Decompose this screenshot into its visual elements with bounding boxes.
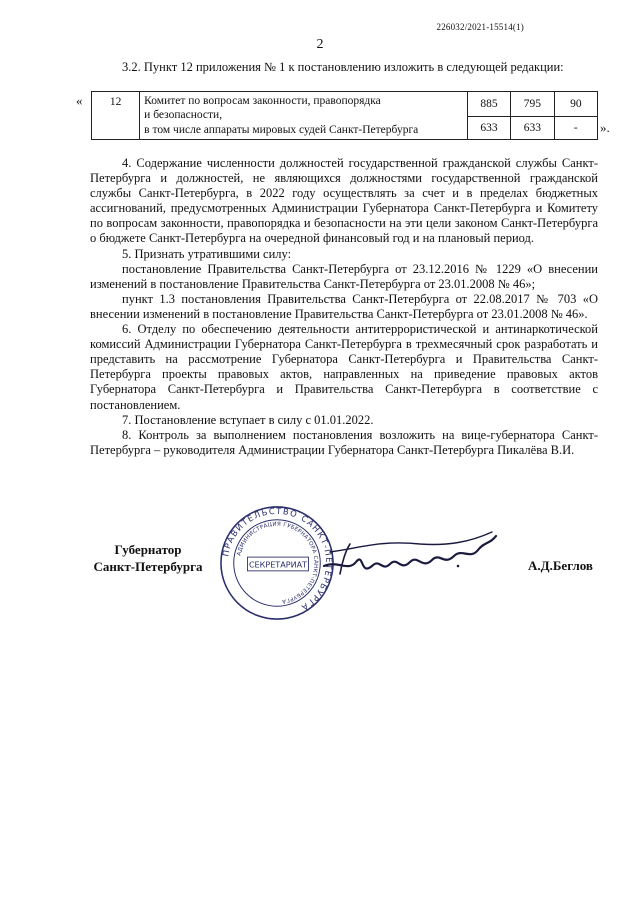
quote-open: « bbox=[76, 93, 83, 108]
table-cell: - bbox=[554, 117, 597, 140]
paragraph: 4. Содержание численности должностей государственной гражданской службы Санкт-Петербурга и должностей, не являющихся должностями государственной гражданской службы Санкт-Петербурга, в 2022 году осуществлять за счет и в пределах бюджетных ассигнований, предусмотренных Администрации Губернатора Санкт-Петербурга и Комитету по вопросам законности, правопорядка и безопасности на эти цели законом Санкт-Петербурга о бюджете Санкт-Петербурга на очередной финансовый год и на плановый период. bbox=[90, 156, 598, 246]
official-stamp bbox=[218, 504, 336, 622]
signatory-title bbox=[90, 541, 206, 575]
paragraph: 8. Контроль за выполнением постановления возложить на вице-губернатора Санкт-Петербурга – руководителя Администрации Губернатора Санкт-Петербурга Пикалёва В.И. bbox=[90, 427, 598, 457]
organization-name-line: и безопасности, bbox=[144, 109, 223, 122]
table-cell: 885 bbox=[467, 92, 510, 117]
paragraph: 5. Признать утратившими силу: bbox=[122, 246, 292, 261]
stamp-outer-text: ПРАВИТЕЛЬСТВО САНКТ-ПЕТЕРБУРГА bbox=[220, 505, 335, 614]
handwritten-signature bbox=[320, 522, 500, 592]
row-number: 12 bbox=[92, 92, 140, 140]
paragraph: пункт 1.3 постановления Правительства Санкт-Петербурга от 22.08.2017 № 703 «О внесении изменений в постановление Правительства Санкт-Петербурга от 23.01.2008 № 46». bbox=[90, 291, 598, 321]
table-cell: 795 bbox=[511, 92, 554, 117]
page-number: 2 bbox=[316, 37, 324, 52]
quote-close: ». bbox=[600, 120, 610, 135]
document-id: 226032/2021-15514(1) bbox=[436, 22, 524, 32]
signatory-title-line: Губернатор bbox=[114, 542, 182, 557]
organization-name-line: Комитет по вопросам законности, правопорядка bbox=[144, 95, 381, 108]
table-cell: 633 bbox=[511, 117, 554, 140]
amendment-intro: 3.2. Пункт 12 приложения № 1 к постановлению изложить в следующей редакции: bbox=[122, 60, 564, 74]
paragraph: постановление Правительства Санкт-Петербурга от 23.12.2016 № 1229 «О внесении изменений в постановление Правительства Санкт-Петербурга от 23.01.2008 № 46»; bbox=[90, 261, 598, 291]
table-cell: 90 bbox=[554, 92, 597, 117]
paragraph: 6. Отделу по обеспечению деятельности антитеррористической и антинаркотической комиссий Администрации Губернатора Санкт-Петербурга в трехмесячный срок разработать и представить на рассмотрение Губернатора Санкт-Петербурга и Правительства Санкт-Петербурга проекты правовых актов, направленных на приведение правовых актов Губернатора Санкт-Петербурга и Правительства Санкт-Петербурга в соответствие с постановлением. bbox=[90, 322, 598, 412]
table-cell: 633 bbox=[467, 117, 510, 140]
stamp-inner-text: АДМИНИСТРАЦИЯ ГУБЕРНАТОРА САНКТ-ПЕТЕРБУРГА bbox=[236, 521, 319, 605]
organization-name bbox=[140, 92, 468, 140]
stamp-center-text: СЕКРЕТАРИАТ bbox=[248, 560, 308, 570]
signatory-title-line: Санкт-Петербурга bbox=[93, 559, 203, 574]
table-row bbox=[92, 92, 598, 117]
document-body bbox=[90, 156, 598, 458]
amendment-table bbox=[91, 91, 598, 140]
organization-name-line: в том числе аппараты мировых судей Санкт-Петербурга bbox=[144, 123, 419, 136]
signatory-name: А.Д.Беглов bbox=[528, 558, 593, 573]
paragraph: 7. Постановление вступает в силу с 01.01.2022. bbox=[122, 412, 374, 427]
